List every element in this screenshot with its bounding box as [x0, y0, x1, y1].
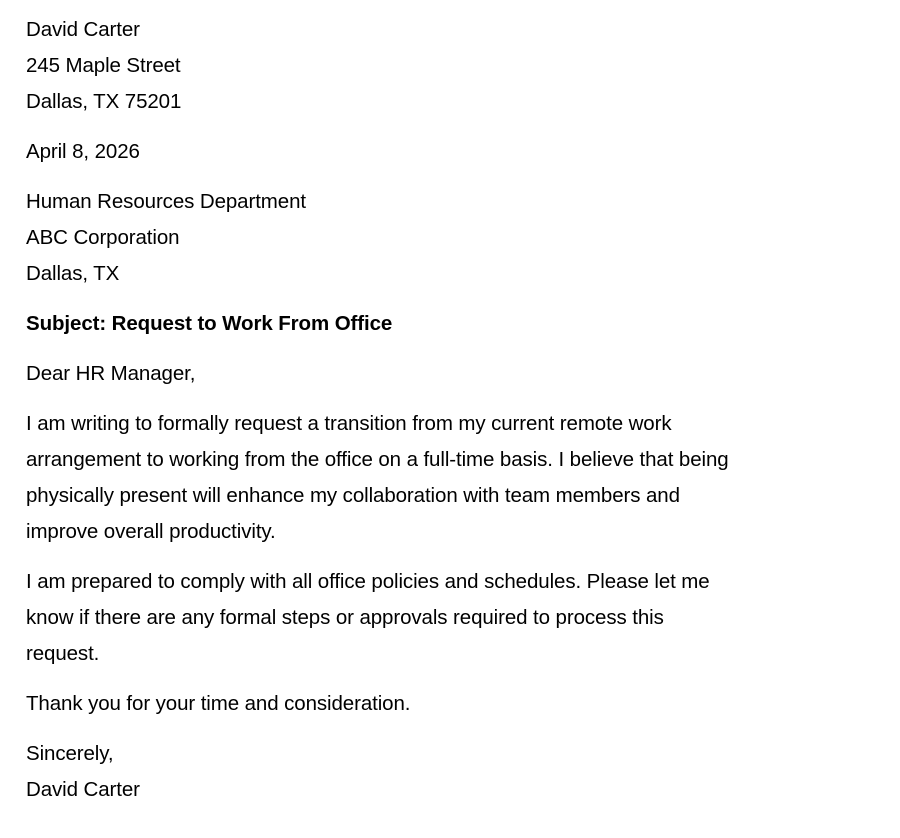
body-line: improve overall productivity. [26, 520, 276, 543]
closing-block [26, 736, 876, 808]
sender-address [26, 12, 876, 120]
recipient-address [26, 184, 876, 292]
body-line: arrangement to working from the office on a full-time basis. I believe that being [26, 448, 729, 471]
body-line: Thank you for your time and consideration. [26, 692, 411, 715]
body-paragraph-2 [26, 564, 866, 672]
letter-date: April 8, 2026 [26, 140, 140, 163]
recipient-department: Human Resources Department [26, 190, 306, 213]
salutation: Dear HR Manager, [26, 362, 196, 385]
body-paragraph-3 [26, 686, 866, 722]
subject-block [26, 306, 876, 342]
body-line: physically present will enhance my collaboration with team members and [26, 484, 680, 507]
signature-name: David Carter [26, 778, 140, 801]
recipient-city-state: Dallas, TX [26, 262, 120, 285]
sender-street: 245 Maple Street [26, 54, 181, 77]
valediction: Sincerely, [26, 742, 114, 765]
salutation-block [26, 356, 876, 392]
body-line: I am writing to formally request a transition from my current remote work [26, 412, 672, 435]
sender-name: David Carter [26, 18, 140, 41]
body-paragraph-1 [26, 406, 866, 550]
body-line: request. [26, 642, 100, 665]
recipient-company: ABC Corporation [26, 226, 180, 249]
subject-line: Subject: Request to Work From Office [26, 312, 393, 335]
body-line: I am prepared to comply with all office policies and schedules. Please let me [26, 570, 710, 593]
body-line: know if there are any formal steps or approvals required to process this [26, 606, 664, 629]
sender-city-state-zip: Dallas, TX 75201 [26, 90, 182, 113]
letter-date-block [26, 134, 876, 170]
